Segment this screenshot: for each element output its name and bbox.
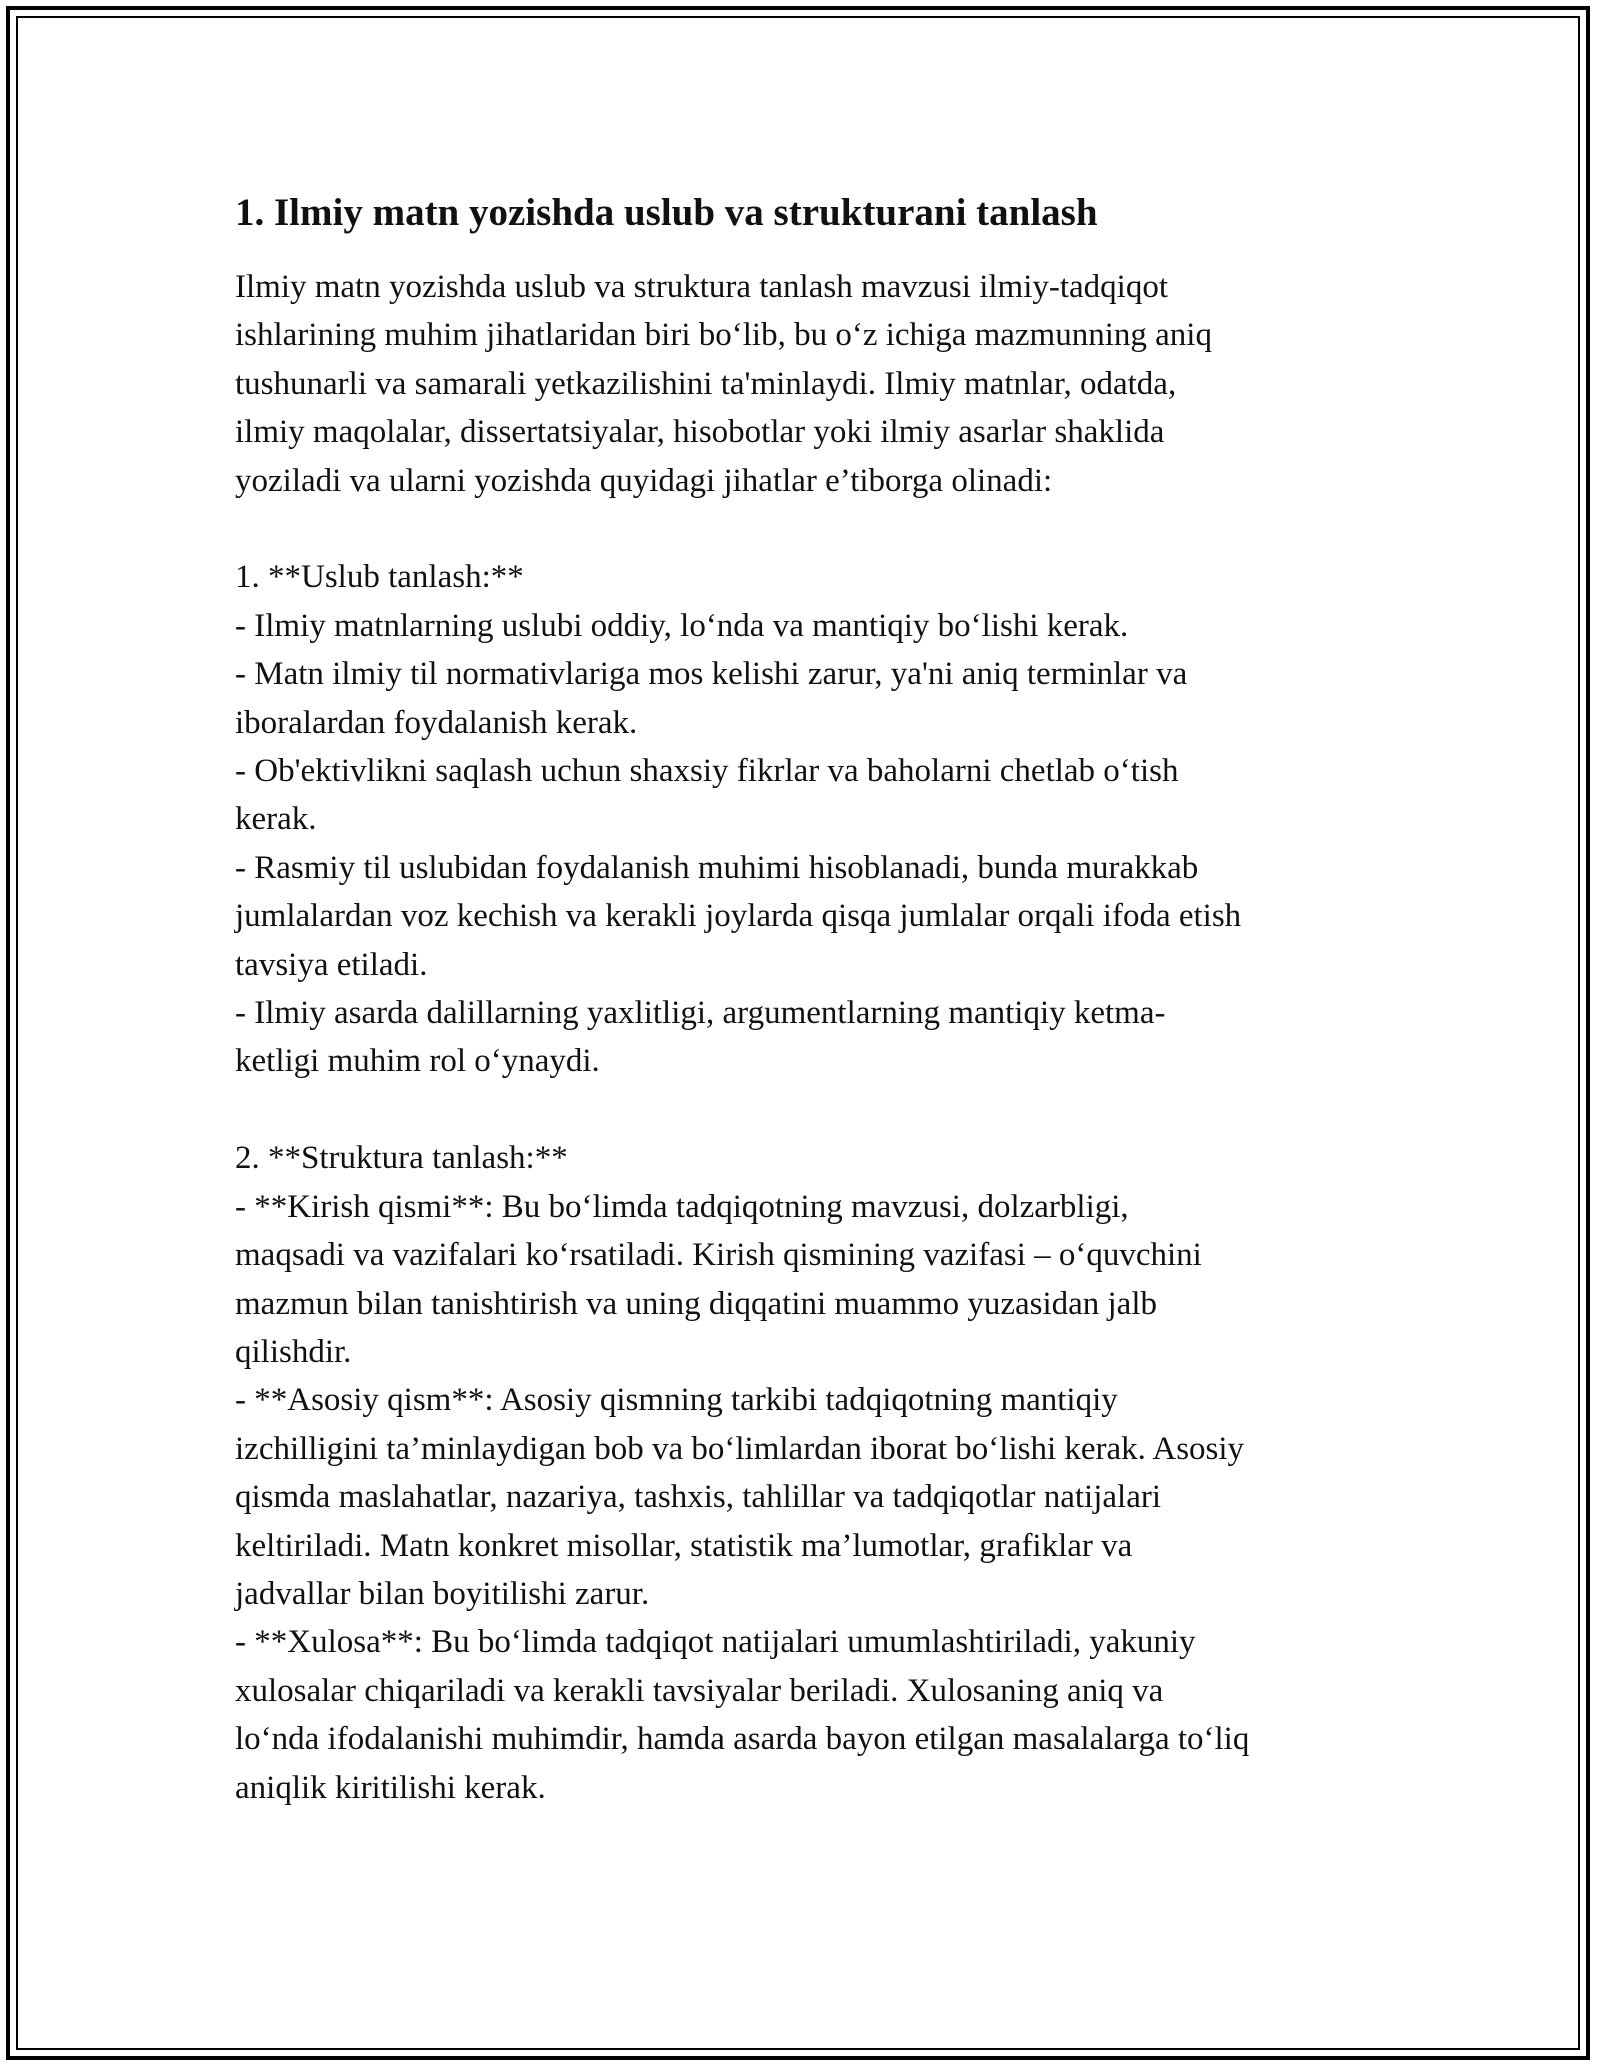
style-section: 1. **Uslub tanlash:** - Ilmiy matnlarning uslubi oddiy, lo‘nda va mantiqiy bo‘lishi kerak. - Matn ilmiy til normativlariga mos kelishi zarur, ya'ni aniq terminlar va iboralardan foydalanish kerak. - Ob'ektivlikni saqlash uchun shaxsiy fikrlar va baholarni chetlab o‘tish kerak. - Rasmiy til uslubidan foydalanish muhimi hisoblanadi, bunda murakkab jumlalardan voz kechish va kerakli joylarda qisqa jumlalar orqali ifoda etish tavsiya etiladi. - Ilmiy asarda dalillarning yaxlitligi, argumentlarning mantiqiy ketma- ketligi muhim rol o‘ynaydi. [235, 559, 1242, 1080]
structure-section: 2. **Struktura tanlash:** - **Kirish qismi**: Bu bo‘limda tadqiqotning mavzusi, dolzarbligi, maqsadi va vazifalari ko‘rsatiladi. Kirish qismining vazifasi – o‘quvchini mazmun bilan tanishtirish va uning diqqatini muammo yuzasidan jalb qilishdir. - **Asosiy qism**: Asosiy qismning tarkibi tadqiqotning mantiqiy izchilligini ta’minlaydigan bob va bo‘limlardan iborat bo‘lishi kerak. Asosiy qismda maslahatlar, nazariya, tashxis, tahlillar va tadqiqotlar natijalari keltiriladi. Matn konkret misollar, statistik ma’lumotlar, grafiklar va jadvallar bilan boyitilishi zarur. - **Xulosa**: Bu bo‘limda tadqiqot natijalari umumlashtiriladi, yakuniy xulosalar chiqariladi va kerakli tavsiyalar beriladi. Xulosaning aniq va lo‘nda ifodalanishi muhimdir, hamda asarda bayon etilgan masalalarga to‘liq aniqlik kiritilishi kerak. [235, 1140, 1250, 1806]
section-heading: 1. Ilmiy matn yozishda uslub va strukturani tanlash [235, 191, 1098, 234]
document-body [235, 185, 1375, 1812]
paragraph-spacer [235, 1086, 1375, 1134]
paragraph-spacer [235, 505, 1375, 553]
intro-paragraph: Ilmiy matn yozishda uslub va struktura tanlash mavzusi ilmiy-tadqiqot ishlarining muhim jihatlaridan biri bo‘lib, bu o‘z ichiga mazmunning aniq tushunarli va samarali yetkazilishini ta'minlaydi. Ilmiy matnlar, odatda, ilmiy maqolalar, dissertatsiyalar, hisobotlar yoki ilmiy asarlar shaklida yoziladi va ularni yozishda quyidagi jihatlar e’tiborga olinadi: [235, 269, 1212, 499]
